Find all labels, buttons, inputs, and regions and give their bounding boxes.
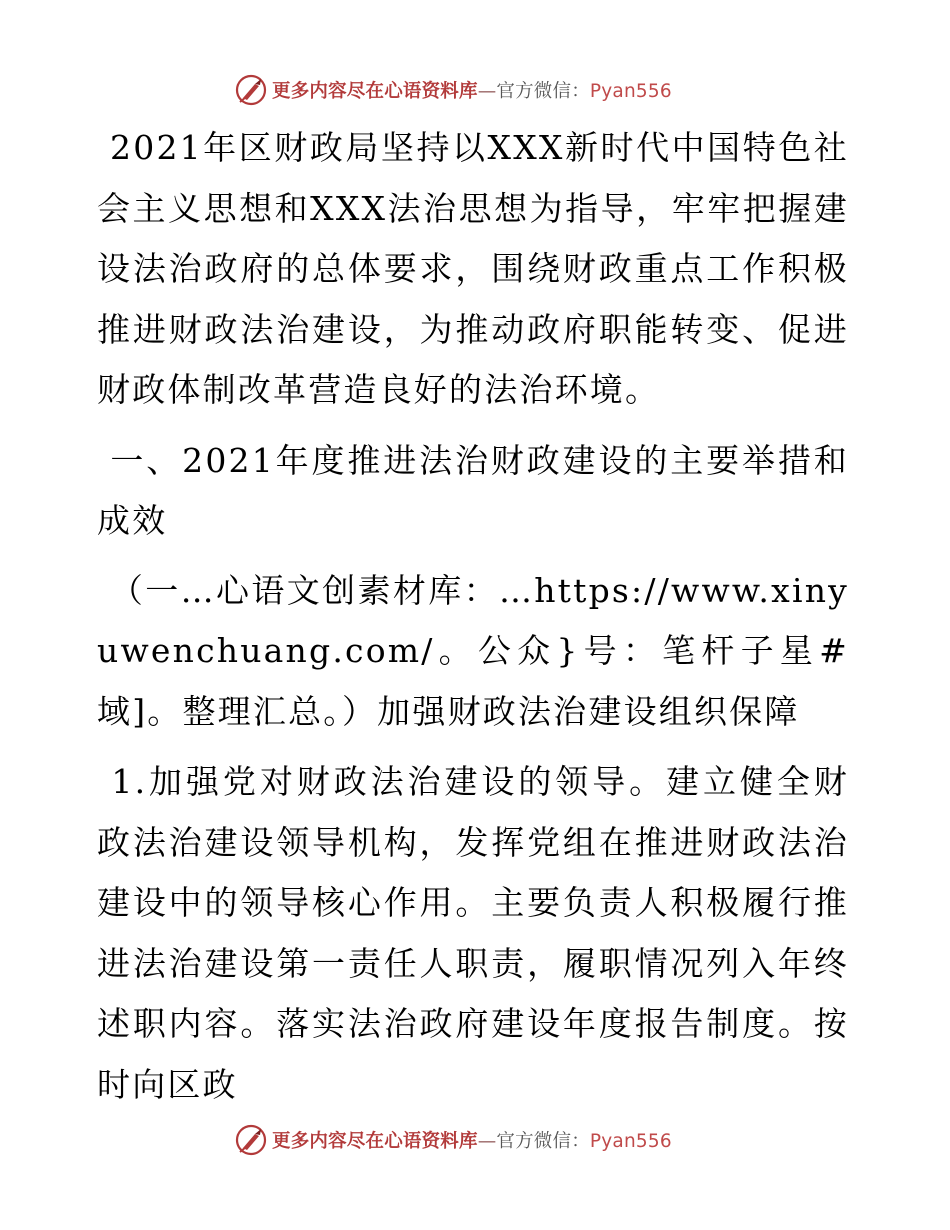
banner-wechat-id: Pyan556 (589, 1131, 672, 1152)
banner-text (272, 1127, 672, 1153)
quill-pen-logo-icon (234, 1123, 268, 1157)
quill-pen-logo-icon (234, 73, 268, 107)
banner-dash: — (477, 81, 497, 102)
item-paragraph: 1.加强党对财政法治建设的领导。建立健全财政法治建设领导机构，发挥党组在推进财政法治建设中的领导核心作用。主要负责人积极履行推进法治建设第一责任人职责，履职情况列入年终述职内容。落实法治政府建设年度报告制度。按时向区政 (97, 762, 849, 1104)
banner-promo-text: 更多内容尽在心语资料库 (272, 81, 478, 102)
footer-watermark-banner (234, 1122, 734, 1158)
document-body (97, 118, 849, 1115)
banner-official-label: 官方微信： (496, 1131, 590, 1152)
banner-promo-text: 更多内容尽在心语资料库 (272, 1131, 478, 1152)
intro-paragraph: 2021年区财政局坚持以XXX新时代中国特色社会主义思想和XXX法治思想为指导，牢牢把握建设法治政府的总体要求，围绕财政重点工作积极推进财政法治建设，为推动政府职能转变、促进财政体制改革营造良好的法治环境。 (97, 128, 849, 409)
banner-official-label: 官方微信： (496, 81, 590, 102)
banner-text (272, 77, 672, 103)
section-heading: 一、2021年度推进法治财政建设的主要举措和成效 (97, 440, 849, 540)
banner-dash: — (477, 1131, 497, 1152)
banner-wechat-id: Pyan556 (589, 81, 672, 102)
subsection-heading: （一…心语文创素材库：…https://www.xinyuwenchuang.com/。公众}号：笔杆子星#域]。整理汇总。）加强财政法治建设组织保障 (97, 570, 849, 731)
header-watermark-banner (234, 72, 734, 108)
